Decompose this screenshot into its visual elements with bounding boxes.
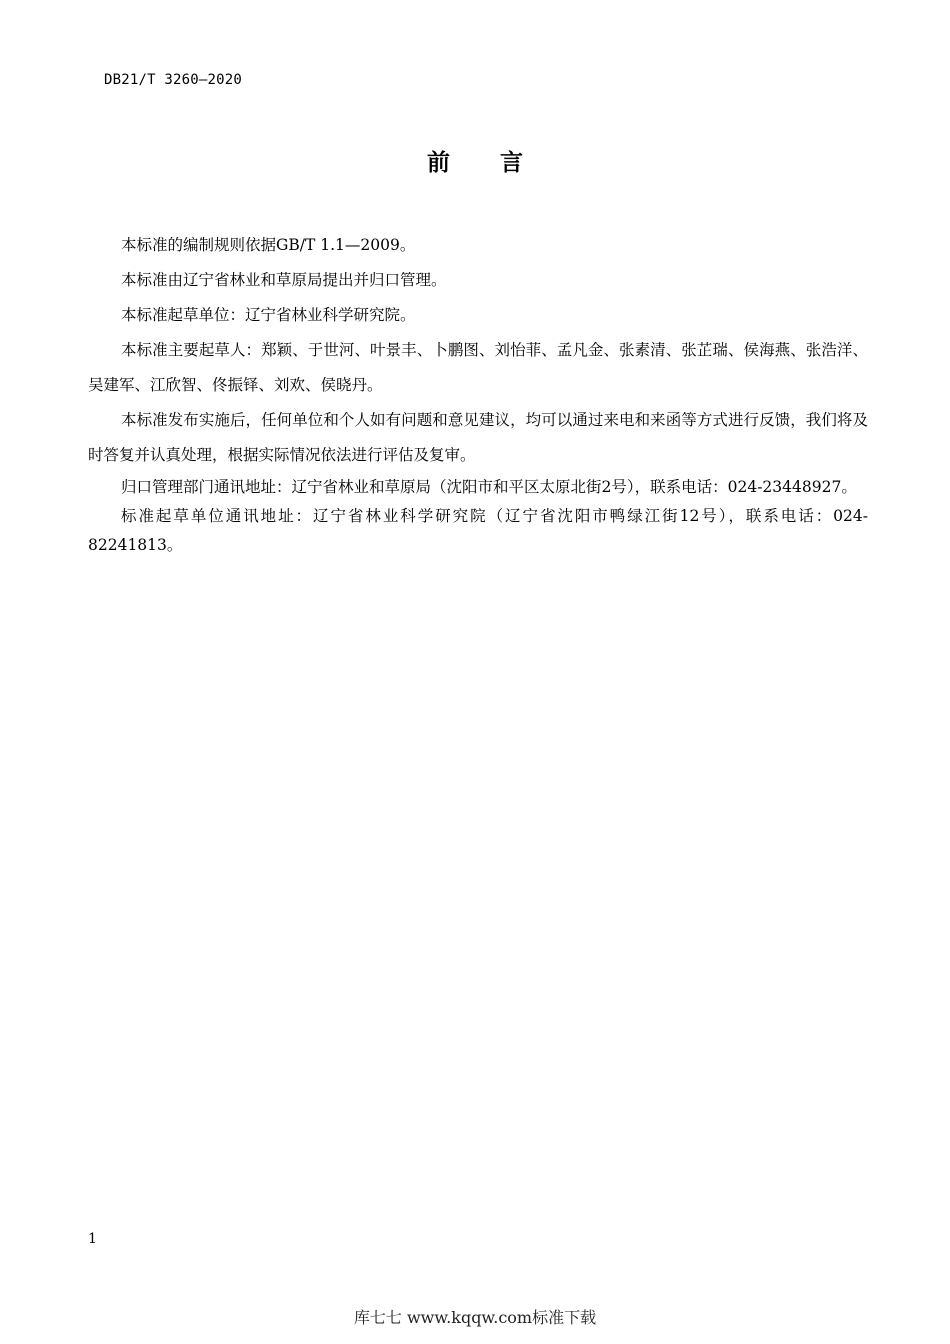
watermark: 库七七 www.kqqw.com标准下载 [353, 1308, 597, 1327]
paragraph-feedback: 本标准发布实施后，任何单位和个人如有问题和意见建议，均可以通过来电和来函等方式进行反馈，我们将及时答复并认真处理，根据实际情况依法进行评估及复审。 [88, 411, 868, 464]
foreword-body [88, 228, 868, 560]
paragraph-drafter-address: 标准起草单位通讯地址：辽宁省林业科学研究院（辽宁省沈阳市鸭绿江街12号），联系电话：024-82241813。 [88, 507, 868, 554]
paragraph-drafters: 本标准主要起草人：郑颖、于世河、叶景丰、卜鹏图、刘怡菲、孟凡金、张素清、张芷瑞、侯海燕、张浩洋、吴建军、江欣智、佟振铎、刘欢、侯晓丹。 [88, 341, 868, 394]
paragraph-admin-address: 归口管理部门通讯地址：辽宁省林业和草原局（沈阳市和平区太原北街2号），联系电话：024-23448927。 [121, 478, 857, 496]
title-char-1: 前 [427, 150, 450, 176]
page-title [0, 144, 950, 177]
standard-code-header: DB21/T 3260—2020 [104, 72, 243, 88]
paragraph-drafting-unit: 本标准起草单位：辽宁省林业科学研究院。 [121, 306, 416, 324]
page-number: 1 [88, 1231, 97, 1247]
paragraph-drafting-rules: 本标准的编制规则依据GB/T 1.1—2009。 [121, 236, 416, 254]
paragraph-proposer: 本标准由辽宁省林业和草原局提出并归口管理。 [121, 271, 447, 289]
title-char-2: 言 [500, 150, 523, 176]
